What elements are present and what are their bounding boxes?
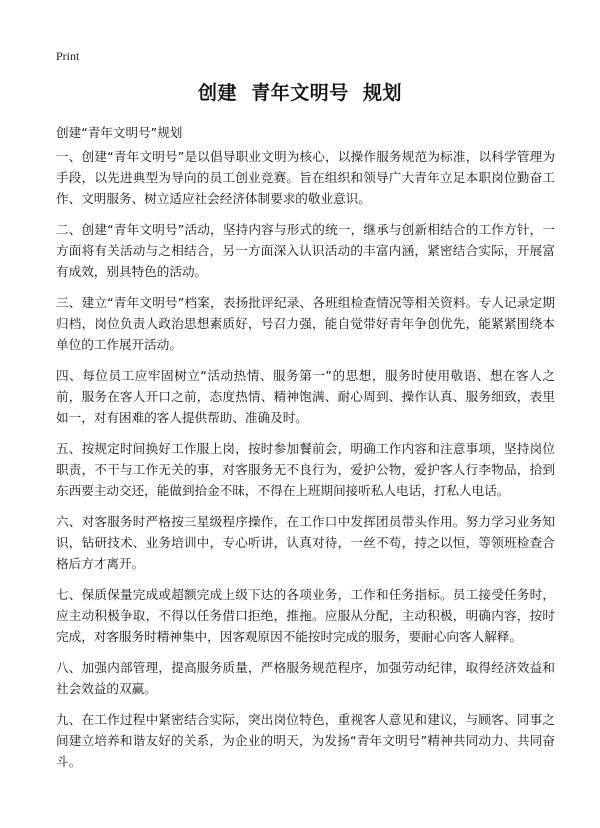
- paragraph-7: 七、保质保量完成或超额完成上级下达的各项业务，工作和任务指标。员工接受任务时，应主动积极争取，不得以任务借口拒绝，推拖。应服从分配，主动积极，明确内容，按时完成，对客服务时精神集中，因客观原因不能按时完成的服务，要耐心向客人解释。: [56, 587, 555, 644]
- paragraph-1: 一、创建“青年文明号”是以倡导职业文明为核心，以操作服务规范为标准，以科学管理为手段，以先进典型为导向的员工创业竞赛。旨在组织和领导广大青年立足本职岗位勤奋工作、文明服务、树立适应社会经济体制要求的敬业意识。: [56, 149, 555, 206]
- paragraph-5: 五、按规定时间换好工作服上岗，按时参加餐前会，明确工作内容和注意事项，坚持岗位职责，不干与工作无关的事，对客服务无不良行为，爱护公物，爱护客人行李物品，拾到东西要主动交还，能做到拾金不昧，不得在上班期间接听私人电话，打私人电话。: [56, 441, 555, 498]
- paragraph-8: 八、加强内部管理，提高服务质量，严格服务规范程序，加强劳动纪律，取得经济效益和社会效益的双赢。: [56, 660, 555, 696]
- document-body: [56, 146, 555, 782]
- document-title: 创建 青年文明号 规划: [198, 82, 402, 104]
- paragraph-9: 九、在工作过程中紧密结合实际，突出岗位特色，重视客人意见和建议，与顾客、同事之间建立培养和谐友好的关系，为企业的明天，为发扬“青年文明号”精神共同动力、共同奋斗。: [56, 712, 555, 769]
- paragraph-4: 四、每位员工应牢固树立“活动热情、服务第一”的思想，服务时使用敬语、想在客人之前，服务在客人开口之前，态度热情、精神饱满、耐心周到、操作认真、服务细致，表里如一，对有困难的客人提供帮助、准确及时。: [56, 368, 555, 425]
- document-subtitle: 创建“青年文明号”规划: [56, 125, 183, 140]
- paragraph-6: 六、对客服务时严格按三星级程序操作，在工作口中发挥团员带头作用。努力学习业务知识，钻研技术、业务培训中，专心听讲，认真对待，一丝不苟，持之以恒，等领班检查合格后方才离开。: [56, 514, 555, 571]
- paragraph-3: 三、建立“青年文明号”档案，表扬批评纪录、各班组检查情况等相关资料。专人记录定期归档，岗位负责人政治思想素质好，号召力强，能自觉带好青年争创优先，能紧紧围绕本单位的工作展开活动。: [56, 295, 555, 352]
- print-link[interactable]: Print: [56, 49, 80, 63]
- paragraph-2: 二、创建“青年文明号”活动，坚持内容与形式的统一，继承与创新相结合的工作方针，一方面将有关活动与之相结合，另一方面深入认识活动的丰富内涵，紧密结合实际，开展富有成效，别具特色的活动。: [56, 222, 555, 279]
